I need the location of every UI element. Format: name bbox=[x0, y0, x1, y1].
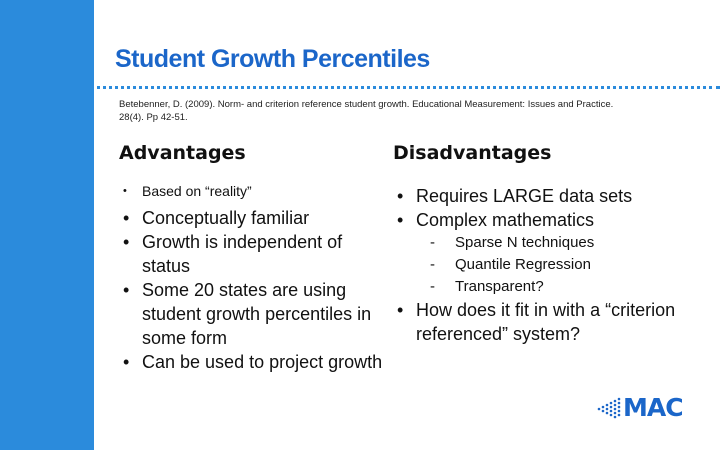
list-item bbox=[116, 206, 386, 230]
bullet-icon: • bbox=[123, 232, 130, 252]
list-item-text: Requires LARGE data sets bbox=[416, 186, 633, 206]
dash-icon: - bbox=[430, 278, 435, 295]
list-item-text: How does it fit in with a “criterion referenced” system? bbox=[416, 300, 676, 344]
logo-text: MAC bbox=[623, 393, 683, 422]
title-divider bbox=[0, 86, 720, 89]
list-item bbox=[390, 298, 690, 346]
dash-icon: - bbox=[430, 234, 435, 251]
slide-title: Student Growth Percentiles bbox=[115, 45, 430, 73]
bullet-icon: • bbox=[397, 186, 404, 206]
sub-list bbox=[390, 232, 690, 298]
sub-list-item bbox=[390, 232, 690, 254]
bullet-icon: • bbox=[123, 185, 127, 197]
bullet-icon: • bbox=[397, 210, 404, 230]
sub-list-item bbox=[390, 254, 690, 276]
advantages-list bbox=[116, 182, 386, 374]
sub-list-container bbox=[390, 232, 690, 298]
list-item bbox=[116, 350, 386, 374]
sub-list-item bbox=[390, 276, 690, 298]
logo-dots-icon bbox=[597, 397, 623, 419]
list-item-text: Conceptually familiar bbox=[142, 208, 310, 228]
left-accent-band bbox=[0, 0, 94, 450]
bullet-icon: • bbox=[397, 300, 404, 320]
list-item bbox=[390, 208, 690, 232]
sub-list-item-text: Transparent? bbox=[455, 278, 544, 295]
list-item-text: Based on “reality” bbox=[142, 183, 252, 199]
disadvantages-heading: Disadvantages bbox=[393, 142, 552, 164]
disadvantages-list bbox=[390, 184, 690, 346]
list-item bbox=[116, 278, 386, 350]
dash-icon: - bbox=[430, 256, 435, 273]
list-item-text: Growth is independent of status bbox=[142, 232, 343, 276]
list-item-text: Complex mathematics bbox=[416, 210, 595, 230]
bullet-icon: • bbox=[123, 352, 130, 372]
list-item bbox=[116, 230, 386, 278]
advantages-heading: Advantages bbox=[119, 142, 246, 164]
list-item bbox=[116, 182, 386, 200]
sub-list-item-text: Quantile Regression bbox=[455, 256, 591, 273]
mac-logo bbox=[597, 393, 683, 422]
list-item-text: Can be used to project growth bbox=[142, 352, 383, 372]
citation-text: Betebenner, D. (2009). Norm- and criterion reference student growth. Educational Measurement: Issues and Practice. 28(4). Pp 42-51. bbox=[119, 99, 614, 123]
list-item-text: Some 20 states are using student growth percentiles in some form bbox=[142, 280, 372, 348]
bullet-icon: • bbox=[123, 208, 130, 228]
list-item bbox=[390, 184, 690, 208]
sub-list-item-text: Sparse N techniques bbox=[455, 234, 595, 251]
bullet-icon: • bbox=[123, 280, 130, 300]
